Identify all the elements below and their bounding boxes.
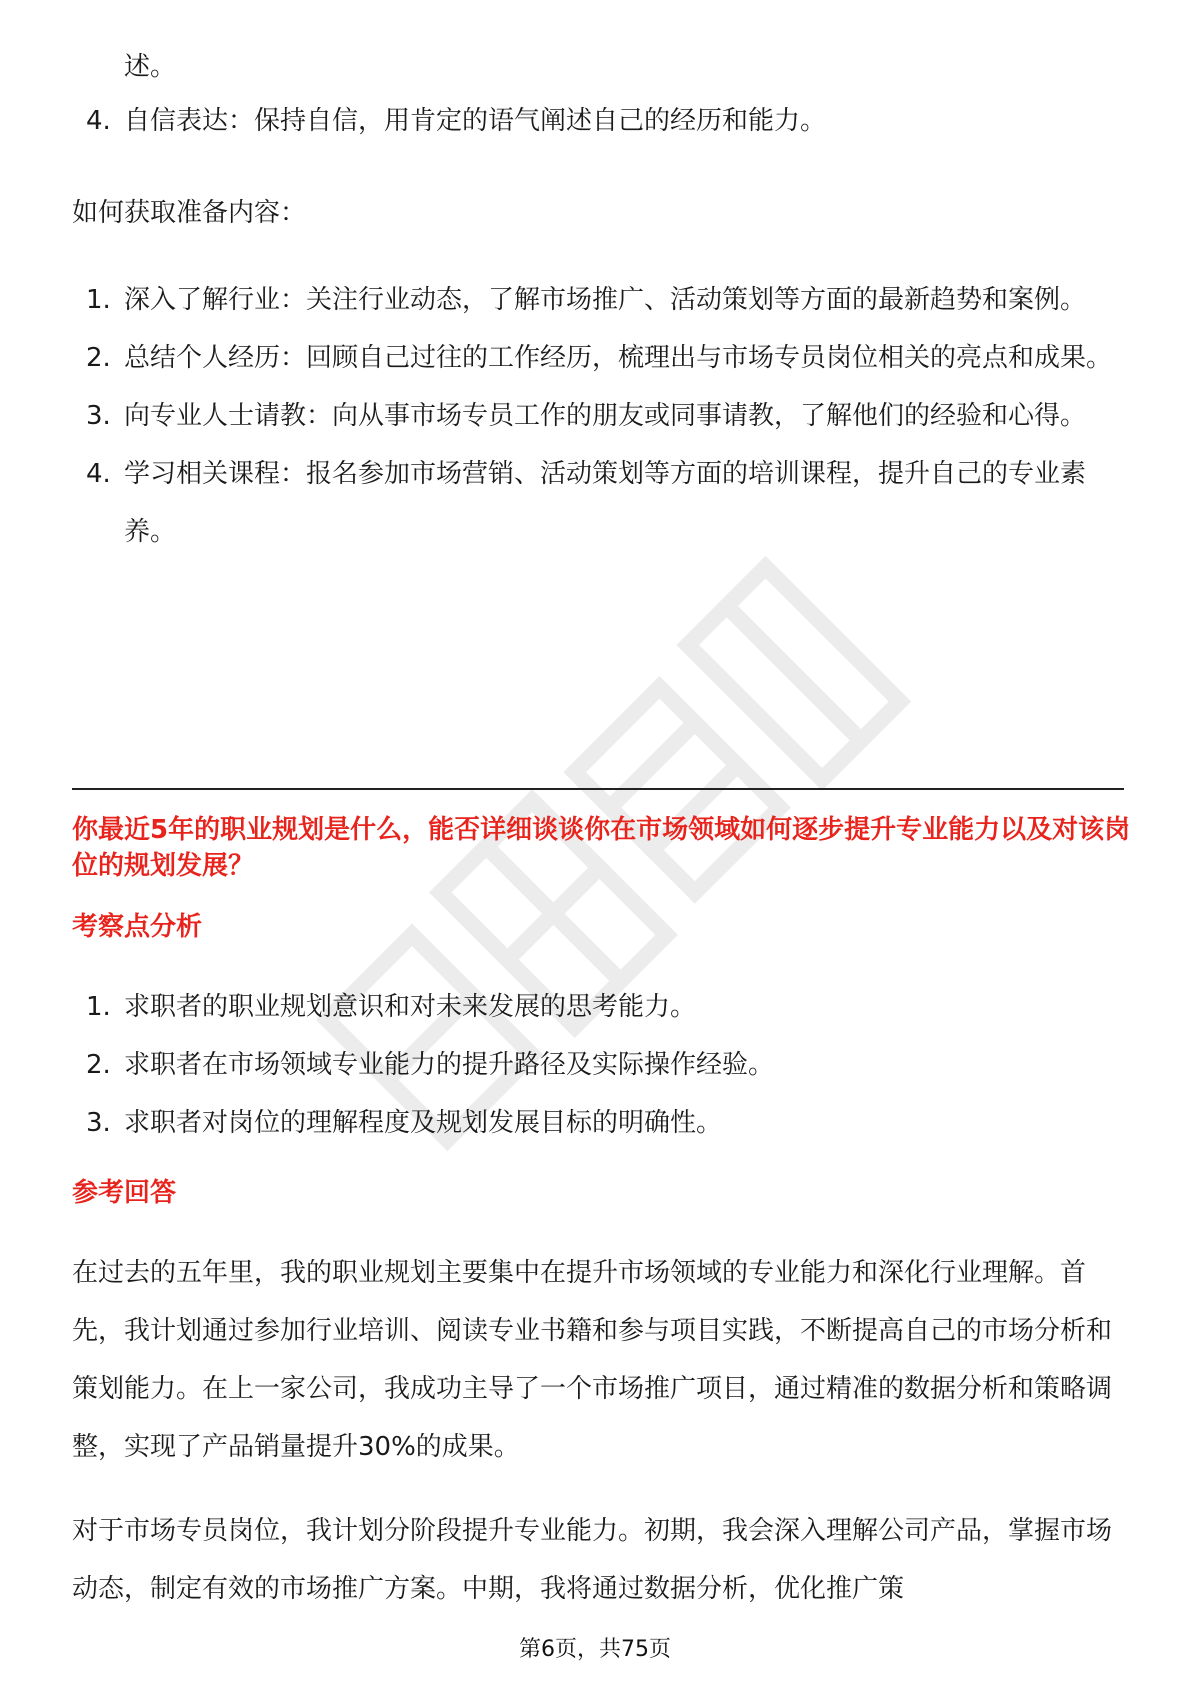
list-item-text: 学习相关课程：报名参加市场营销、活动策划等方面的培训课程，提升自己的专业素养。 <box>124 459 1087 547</box>
list-item-text: 深入了解行业：关注行业动态，了解市场推广、活动策划等方面的最新趋势和案例。 <box>124 285 1087 315</box>
list-item-number: 1. <box>86 992 111 1022</box>
list-item <box>0 329 1190 387</box>
section-divider <box>72 788 1124 790</box>
list-item-number: 1. <box>86 285 111 315</box>
list-item-number: 2. <box>86 1050 111 1080</box>
answer-heading: 参考回答 <box>72 1178 177 1208</box>
prep-heading: 如何获取准备内容： <box>72 198 307 228</box>
list-item <box>0 271 1190 329</box>
list-item-text: 总结个人经历：回顾自己过往的工作经历，梳理出与市场专员岗位相关的亮点和成果。 <box>124 343 1113 373</box>
list-item-number: 2. <box>86 343 111 373</box>
answer-paragraph: 对于市场专员岗位，我计划分阶段提升专业能力。初期，我会深入理解公司产品，掌握市场动态，制定有效的市场推广方案。中期，我将通过数据分析，优化推广策 <box>72 1516 1113 1604</box>
list-item-text: 求职者对岗位的理解程度及规划发展目标的明确性。 <box>124 1108 723 1138</box>
list-item <box>0 387 1190 445</box>
list-item-number: 3. <box>86 1108 111 1138</box>
analysis-heading: 考察点分析 <box>72 912 203 942</box>
list-item <box>0 92 1190 150</box>
list-item-number: 3. <box>86 401 111 431</box>
list-item <box>0 1036 1190 1094</box>
analysis-list <box>0 978 1190 1152</box>
list-item-text: 自信表达：保持自信，用肯定的语气阐述自己的经历和能力。 <box>124 106 827 136</box>
question-heading: 你最近5年的职业规划是什么，能否详细谈谈你在市场领域如何逐步提升专业能力以及对该岗位的规划发展？ <box>72 815 1131 881</box>
list-item-number: 4. <box>86 106 111 136</box>
answer-paragraph: 在过去的五年里，我的职业规划主要集中在提升市场领域的专业能力和深化行业理解。首先，我计划通过参加行业培训、阅读专业书籍和参与项目实践，不断提高自己的市场分析和策划能力。在上一家公司，我成功主导了一个市场推广项目，通过精准的数据分析和策略调整，实现了产品销量提升30%的成果。 <box>72 1258 1113 1462</box>
top-list <box>0 92 1190 150</box>
prep-list <box>0 271 1190 561</box>
list-item <box>0 1094 1190 1152</box>
list-item <box>0 978 1190 1036</box>
list-item <box>0 445 1190 561</box>
continued-text: 述。 <box>124 52 177 82</box>
page-number-footer: 第6页，共75页 <box>519 1637 671 1662</box>
list-item-text: 向专业人士请教：向从事市场专员工作的朋友或同事请教，了解他们的经验和心得。 <box>124 401 1087 431</box>
list-item-text: 求职者在市场领域专业能力的提升路径及实际操作经验。 <box>124 1050 775 1080</box>
list-item-number: 4. <box>86 459 111 489</box>
list-item-text: 求职者的职业规划意识和对未来发展的思考能力。 <box>124 992 697 1022</box>
